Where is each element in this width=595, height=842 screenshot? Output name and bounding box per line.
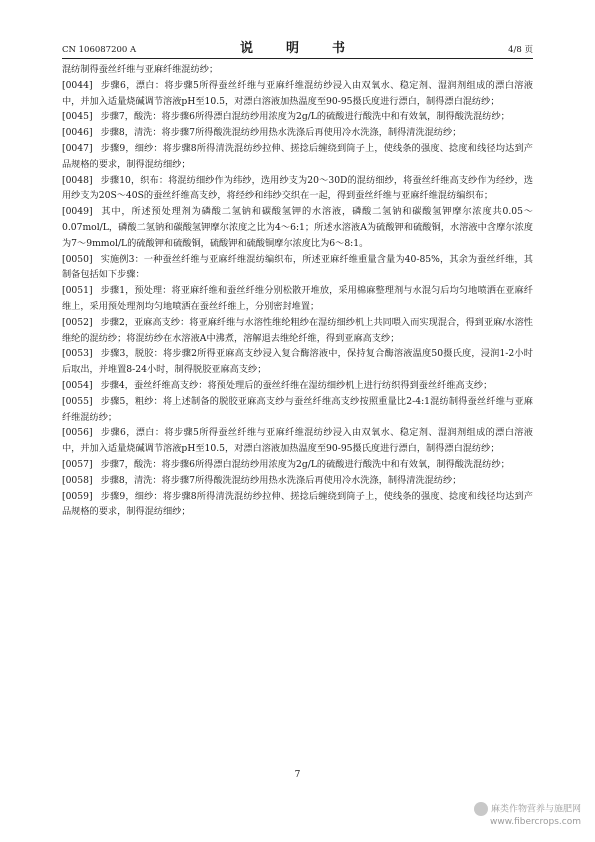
paragraph-text: 步骤4，蚕丝纤维高支纱：将预处理后的蚕丝纤维在湿纺细纱机上进行纺织得到蚕丝纤维高支纱； — [100, 379, 493, 391]
paragraph-text: 步骤8，清洗：将步骤7所得酸洗混纺纱用热水洗涤后再使用冷水洗涤，制得清洗混纺纱； — [100, 127, 462, 139]
paragraph-text: 步骤8，清洗：将步骤7所得酸洗混纺纱用热水洗涤后再使用冷水洗涤，制得清洗混纺纱； — [100, 474, 462, 486]
paragraph-number: [0048] — [62, 174, 93, 186]
paragraph-text: 步骤9，细纱：将步骤8所得清洗混纺纱拉伸、搓捻后缠绕到筒子上，使线条的强度、捻度和线径均达到产品规格的要求，制得混纺细纱； — [62, 490, 533, 518]
paragraph-text: 步骤3，脱胶：将步骤2所得亚麻高支纱浸入复合酶溶液中，保持复合酶溶液温度50摄氏度，浸润1-2小时后取出，并堆置8-24小时，制得脱胶亚麻高支纱； — [62, 348, 533, 376]
paragraph — [62, 141, 533, 173]
page-header — [62, 38, 533, 59]
paragraph-text: 步骤1，预处理：将亚麻纤维和蚕丝纤维分别松散开堆放，采用棉麻整理剂与水混匀后均匀地喷洒在亚麻纤维上，采用预处理剂均匀地喷洒在蚕丝纤维上，分别密封堆置； — [62, 285, 533, 312]
paragraph — [62, 489, 533, 521]
paragraph — [62, 62, 533, 78]
paragraph-number: [0050] — [62, 253, 93, 265]
paragraph-number: [0056] — [62, 427, 93, 439]
document-body — [62, 62, 533, 520]
paragraph-number: [0059] — [62, 490, 93, 502]
paragraph-number: [0047] — [62, 142, 93, 154]
paragraph-text: 步骤9，细纱：将步骤8所得清洗混纺纱拉伸、搓捻后缠绕到筒子上，使线条的强度、捻度和线径均达到产品规格的要求，制得混纺细纱； — [62, 142, 533, 170]
paragraph — [62, 315, 533, 347]
document-title: 说 明 书 — [239, 41, 355, 56]
paragraph-number: [0055] — [62, 395, 93, 407]
paragraph — [62, 173, 533, 205]
patent-number: CN 106087200 A — [62, 45, 137, 55]
paragraph-number: [0052] — [62, 316, 93, 328]
paragraph-text: 步骤6，漂白：将步骤5所得蚕丝纤维与亚麻纤维混纺纱浸入由双氧水、稳定剂、湿润剂组成的漂白溶液中，并加入适量烧碱调节溶液pH至10.5，对漂白溶液加热温度至90-95摄氏度进行漂白，制得漂白混纺纱； — [62, 427, 533, 455]
paragraph-text: 其中，所述预处理剂为磷酸二氢钠和碳酸氢钾的水溶液，磷酸二氢钠和碳酸氢钾摩尔浓度共0.05～0.07mol/L，磷酸二氢钠和碳酸氢钾摩尔浓度之比为4～6:1；所述水溶液A为硫酸钾和硫酸铜，水溶液中含摩尔浓度为7～9mmol/L的硫酸钾和硫酸铜，硫酸钾和硫酸铜摩尔浓度比为6～8:1。 — [62, 206, 533, 249]
watermark — [474, 802, 581, 828]
paragraph — [62, 425, 533, 457]
paragraph — [62, 125, 533, 141]
paragraph-text: 步骤6，漂白：将步骤5所得蚕丝纤维与亚麻纤维混纺纱浸入由双氧水、稳定剂、湿润剂组成的漂白溶液中，并加入适量烧碱调节溶液pH至10.5，对漂白溶液加热温度至90-95摄氏度进行漂白，制得漂白混纺纱； — [62, 79, 533, 107]
page-number: 7 — [294, 770, 301, 780]
paragraph — [62, 204, 533, 251]
paragraph-text: 步骤7，酸洗：将步骤6所得漂白混纺纱用浓度为2g/L的硫酸进行酸洗中和有效氧，制得酸洗混纺纱； — [100, 458, 510, 470]
paragraph-number: [0053] — [62, 348, 93, 360]
paragraph — [62, 252, 533, 284]
paragraph-number: [0051] — [62, 285, 93, 297]
paragraph-text: 步骤7，酸洗：将步骤6所得漂白混纺纱用浓度为2g/L的硫酸进行酸洗中和有效氧，制得酸洗混纺纱； — [100, 111, 510, 123]
paragraph-text: 步骤10，织布：将混纺细纱作为纬纱，选用纱支为20～30D的混纺细纱，将蚕丝纤维高支纱作为经纱，选用纱支为20S～40S的蚕丝纤维高支纱，将经纱和纬纱交织在一起，得到蚕丝纤维与亚麻纤维混纺编织布； — [62, 174, 533, 202]
paragraph-text: 实施例3：一种蚕丝纤维与亚麻纤维混纺编织布，所述亚麻纤维重量含量为40-85%，其余为蚕丝纤维，其制备包括如下步骤： — [62, 253, 533, 281]
paragraph — [62, 378, 533, 394]
watermark-site-name: 麻类作物营养与施肥网 — [490, 804, 581, 815]
paragraph-text: 步骤2，亚麻高支纱：将亚麻纤维与水溶性维纶粗纱在湿纺细纱机上共同喂入而实现混合，得到亚麻/水溶性维纶的混纺纱；将混纺纱在水溶液A中沸煮，溶解退去维纶纤维，得到亚麻高支纱； — [62, 316, 533, 344]
paragraph-number: [0057] — [62, 458, 93, 470]
paragraph-number: [0046] — [62, 127, 93, 139]
paragraph — [62, 78, 533, 110]
paragraph-number: [0054] — [62, 379, 93, 391]
watermark-logo-icon — [474, 802, 488, 816]
paragraph — [62, 394, 533, 426]
paragraph — [62, 283, 533, 315]
paragraph — [62, 346, 533, 378]
paragraph-number: [0044] — [62, 79, 93, 91]
paragraph-number: [0049] — [62, 206, 93, 218]
paragraph-text: 步骤5，粗纱：将上述制备的脱胶亚麻高支纱与蚕丝纤维高支纱按照重量比2-4:1混纺制得蚕丝纤维与亚麻纤维混纺纱； — [62, 395, 533, 423]
watermark-url: www.fibercrops.com — [490, 817, 581, 827]
page-indicator: 4/8 页 — [508, 45, 533, 55]
paragraph-text: 混纺制得蚕丝纤维与亚麻纤维混纺纱； — [62, 64, 219, 75]
paragraph — [62, 109, 533, 125]
paragraph-number: [0058] — [62, 474, 93, 486]
paragraph — [62, 457, 533, 473]
paragraph-number: [0045] — [62, 111, 93, 123]
paragraph — [62, 473, 533, 489]
